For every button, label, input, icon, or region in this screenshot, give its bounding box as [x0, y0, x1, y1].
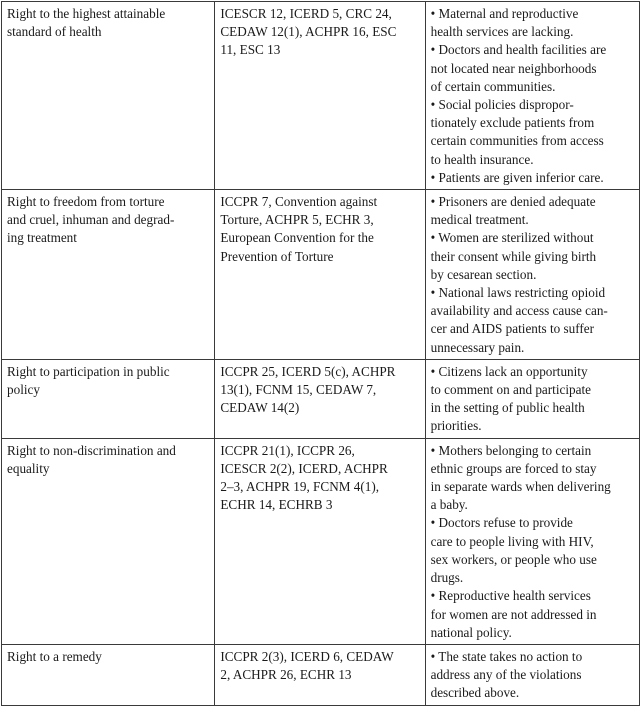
instruments-cell	[215, 644, 425, 705]
right-text: policy	[7, 382, 40, 398]
example-text: sex workers, or people who use	[430, 551, 597, 567]
right-text: standard of health	[7, 24, 102, 40]
example-text: certain communities from access	[430, 133, 604, 149]
rights-table-body	[2, 2, 640, 706]
example-text: • The state takes no action to	[430, 648, 583, 664]
example-text: tionately exclude patients from	[430, 115, 595, 131]
instrument-text: Torture, ACHPR 5, ECHR 3,	[220, 212, 374, 228]
table-row	[2, 359, 640, 438]
example-text: • Maternal and reproductive	[430, 6, 579, 21]
instrument-text: 11, ESC 13	[220, 42, 281, 58]
example-text: unnecessary pain.	[430, 339, 525, 355]
example-text: national policy.	[430, 624, 512, 640]
right-text: and cruel, inhuman and degrad-	[7, 212, 175, 228]
instrument-text: ICCPR 7, Convention against	[220, 194, 378, 210]
example-text: • Citizens lack an opportunity	[430, 363, 588, 379]
right-cell	[2, 644, 215, 705]
example-text: • National laws restricting opioid	[430, 285, 606, 301]
right-text: Right to a remedy	[7, 648, 102, 664]
instrument-text: ICESCR 2(2), ICERD, ACHPR	[220, 460, 388, 476]
instrument-text: 13(1), FCNM 15, CEDAW 7,	[220, 382, 377, 398]
example-text: priorities.	[430, 418, 482, 434]
instrument-text: Prevention of Torture	[220, 248, 334, 264]
instrument-text: CEDAW 12(1), ACHPR 16, ESC	[220, 24, 397, 40]
instruments-cell	[215, 190, 425, 360]
table-row	[2, 644, 640, 705]
example-text: ethnic groups are forced to stay	[430, 460, 597, 476]
example-text: by cesarean section.	[430, 266, 537, 282]
example-text: their consent while giving birth	[430, 248, 597, 264]
example-text: in the setting of public health	[430, 400, 585, 416]
example-text: for women are not addressed in	[430, 606, 597, 622]
right-text: ing treatment	[7, 230, 77, 246]
right-cell	[2, 438, 215, 644]
right-text: equality	[7, 460, 50, 476]
example-text: medical treatment.	[430, 212, 529, 228]
instrument-text: European Convention for the	[220, 230, 374, 246]
instruments-cell	[215, 438, 425, 644]
instrument-text: ECHR 14, ECHRB 3	[220, 497, 333, 513]
right-text: Right to participation in public	[7, 363, 170, 379]
right-cell	[2, 190, 215, 360]
example-text: availability and access cause can-	[430, 303, 608, 319]
instrument-text: ICCPR 25, ICERD 5(c), ACHPR	[220, 363, 396, 379]
example-text: • Patients are given inferior care.	[430, 169, 604, 185]
example-text: care to people living with HIV,	[430, 533, 594, 549]
instruments-cell	[215, 359, 425, 438]
example-text: health services are lacking.	[430, 24, 574, 40]
table-row	[2, 190, 640, 360]
example-text: a baby.	[430, 497, 468, 513]
instruments-cell	[215, 2, 425, 190]
instrument-text: 2–3, ACHPR 19, FCNM 4(1),	[220, 479, 380, 495]
right-text: Right to the highest attainable	[7, 6, 166, 21]
example-text: • Women are sterilized without	[430, 230, 594, 246]
examples-cell	[425, 359, 639, 438]
example-text: of certain communities.	[430, 78, 556, 94]
examples-cell	[425, 190, 639, 360]
table-row	[2, 438, 640, 644]
example-text: in separate wards when delivering	[430, 479, 611, 495]
rights-table	[1, 1, 640, 706]
example-text: • Reproductive health services	[430, 588, 591, 604]
example-text: • Mothers belonging to certain	[430, 442, 592, 458]
instrument-text: CEDAW 14(2)	[220, 400, 300, 416]
instrument-text: ICCPR 2(3), ICERD 6, CEDAW	[220, 648, 394, 664]
example-text: • Social policies dispropor-	[430, 97, 574, 113]
example-text: • Doctors and health facilities are	[430, 42, 607, 58]
right-cell	[2, 359, 215, 438]
examples-cell	[425, 2, 639, 190]
example-text: described above.	[430, 685, 520, 701]
examples-cell	[425, 438, 639, 644]
examples-cell	[425, 644, 639, 705]
instrument-text: 2, ACHPR 26, ECHR 13	[220, 667, 352, 683]
example-text: drugs.	[430, 570, 464, 586]
right-cell	[2, 2, 215, 190]
example-text: not located near neighborhoods	[430, 60, 597, 76]
instrument-text: ICESCR 12, ICERD 5, CRC 24,	[220, 6, 392, 21]
instrument-text: ICCPR 21(1), ICCPR 26,	[220, 442, 355, 458]
right-text: Right to non-discrimination and	[7, 442, 176, 458]
right-text: Right to freedom from torture	[7, 194, 165, 210]
example-text: to health insurance.	[430, 151, 534, 167]
example-text: cer and AIDS patients to suffer	[430, 321, 595, 337]
table-row	[2, 2, 640, 190]
example-text: to comment on and participate	[430, 382, 591, 398]
example-text: • Doctors refuse to provide	[430, 515, 573, 531]
example-text: address any of the violations	[430, 667, 582, 683]
example-text: • Prisoners are denied adequate	[430, 194, 596, 210]
